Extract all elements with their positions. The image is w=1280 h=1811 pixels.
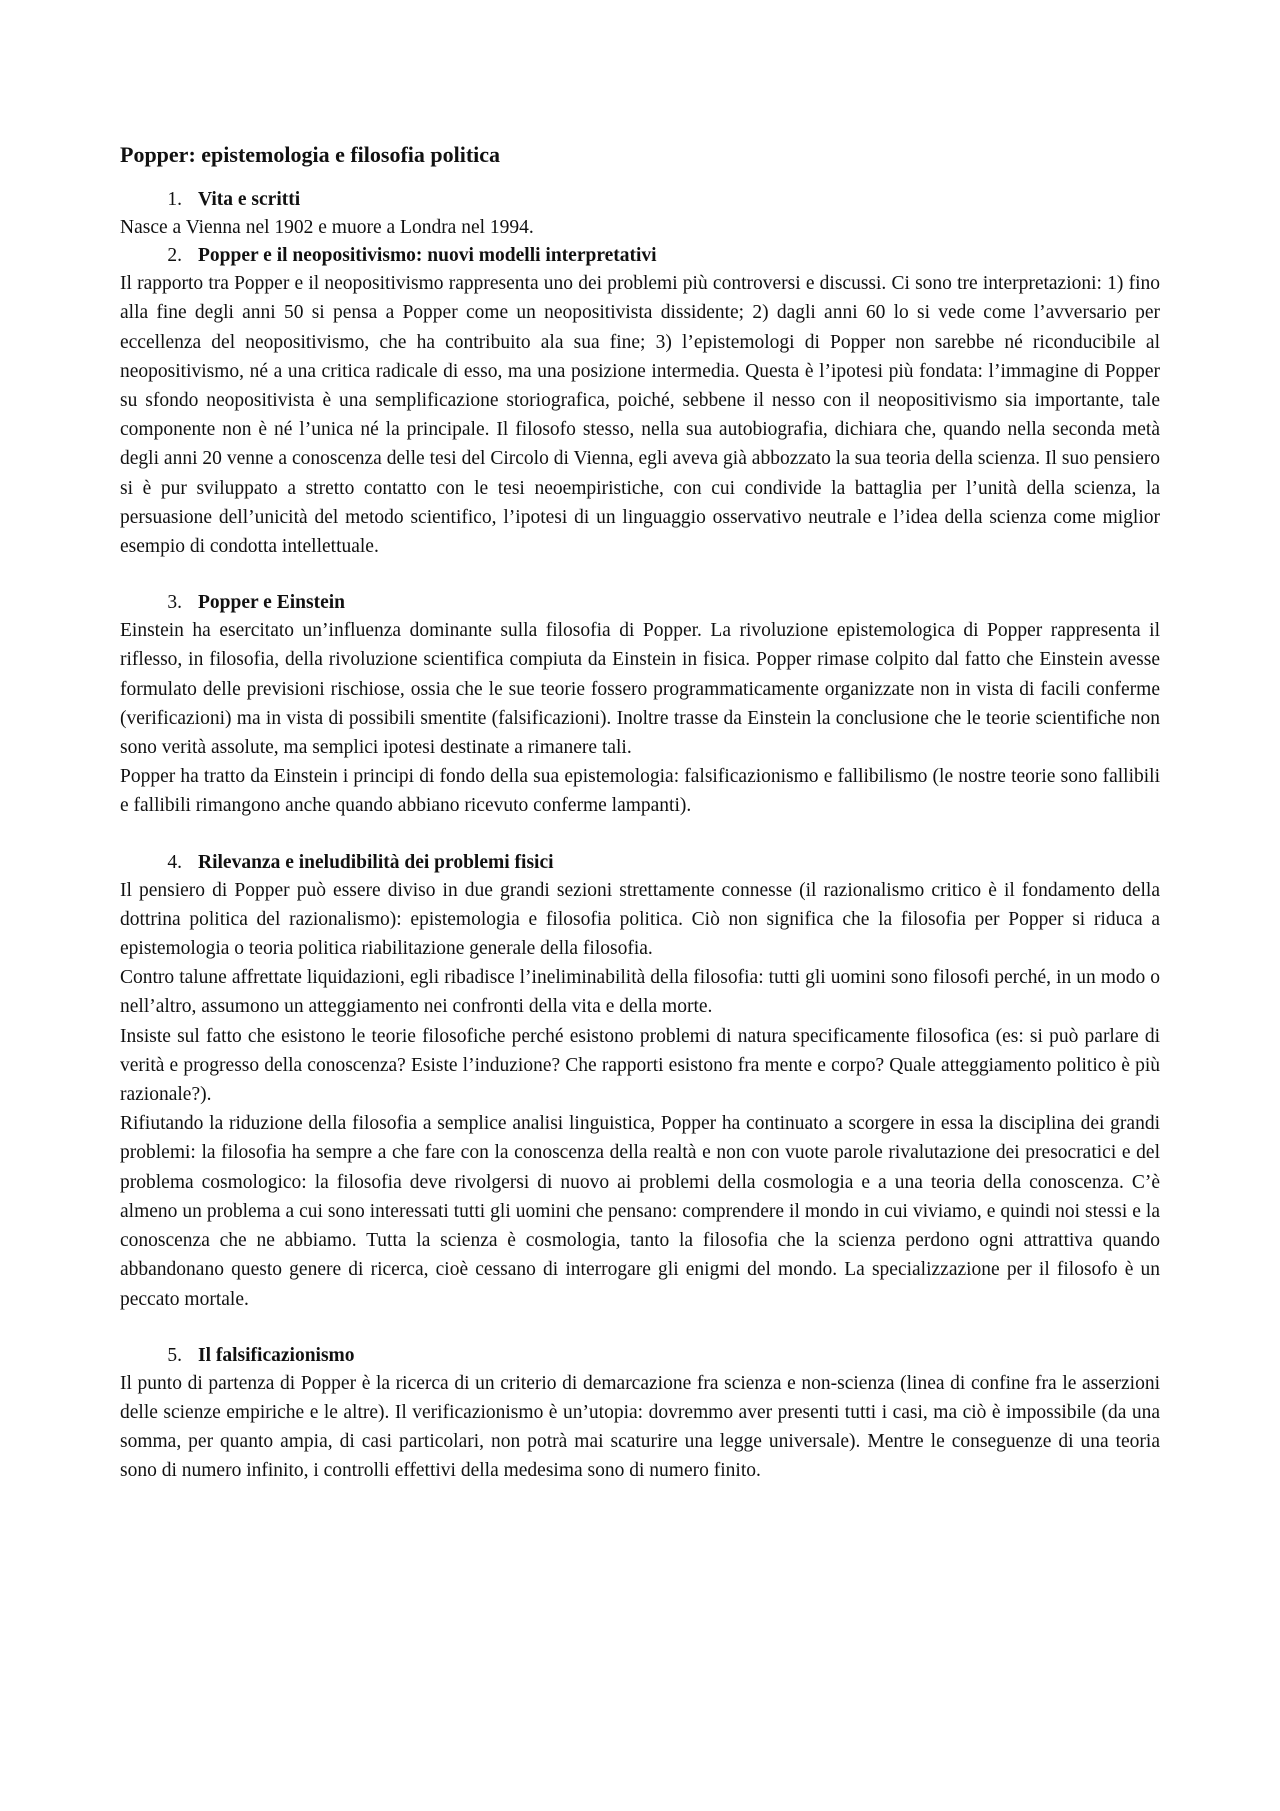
paragraph: Nasce a Vienna nel 1902 e muore a Londra nel 1994.: [120, 217, 534, 238]
section-title: Il falsificazionismo: [198, 1344, 355, 1366]
paragraph: Contro talune affrettate liquidazioni, egli ribadisce l’ineliminabilità della filosofia: tutti gli uomini sono filosofi perché, in un modo o nell’altro, assumono un atteggiamento nei confronti della vita e della morte.: [120, 967, 1160, 1018]
section-title: Rilevanza e ineludibilità dei problemi fisici: [198, 851, 554, 873]
section-number: 4.: [167, 851, 182, 873]
section-heading: [120, 186, 1160, 213]
spacer: [120, 1314, 1160, 1342]
section-heading: [120, 589, 1160, 616]
section-number: 3.: [167, 592, 182, 614]
section-heading: [120, 242, 1160, 269]
document-page: [120, 140, 1160, 1486]
paragraph: Rifiutando la riduzione della filosofia a semplice analisi linguistica, Popper ha continuato a scorgere in essa la disciplina dei grandi problemi: la filosofia ha sempre a che fare con la conoscenza della realtà e non con vuote parole rivalutazione dei presocratici e del problema cosmologico: la filosofia deve rivolgersi di nuovo ai problemi della cosmologia e a una teoria della conoscenza. C’è almeno un problema a cui sono interessati tutti gli uomini che pensano: comprendere il mondo in cui viviamo, e quindi noi stessi e la conoscenza che ne abbiamo. Tutta la scienza è cosmologia, tanto la filosofia che la scienza perdono ogni attrattiva quando abbandonano questo genere di ricerca, cioè cessano di interrogare gli enigmi del mondo. La specializzazione per il filosofo è un peccato mortale.: [120, 1113, 1160, 1310]
paragraph: Il pensiero di Popper può essere diviso in due grandi sezioni strettamente connesse (il razionalismo critico è il fondamento della dottrina politica del razionalismo): epistemologia e filosofia politica. Ciò non significa che la filosofia per Popper si riduca a epistemologia o teoria politica riabilitazione generale della filosofia.: [120, 879, 1160, 960]
spacer: [120, 561, 1160, 589]
section-number: 1.: [167, 189, 182, 210]
section-heading: [120, 1342, 1160, 1369]
section-number: 5.: [167, 1344, 182, 1366]
section-title: Popper e Einstein: [198, 592, 345, 614]
paragraph: Einstein ha esercitato un’influenza dominante sulla filosofia di Popper. La rivoluzione epistemologica di Popper rappresenta il riflesso, in filosofia, della rivoluzione scientifica compiuta da Einstein in fisica. Popper rimase colpito dal fatto che Einstein avesse formulato delle previsioni rischiose, ossia che le sue teorie fossero programmaticamente organizzate non in vista di facili conferme (verificazioni) ma in vista di possibili smentite (falsificazioni). Inoltre trasse da Einstein la conclusione che le teorie scientifiche non sono verità assolute, ma semplici ipotesi destinate a rimanere tali.: [120, 620, 1160, 759]
section-falsificazionismo: [120, 1342, 1160, 1486]
section-rilevanza-problemi: [120, 849, 1160, 1314]
paragraph: Il rapporto tra Popper e il neopositivismo rappresenta uno dei problemi più controversi e discussi. Ci sono tre interpretazioni: 1) fino alla fine degli anni 50 si pensa a Popper come un neopositivista dissidente; 2) dagli anni 60 lo si vede come l’avversario per eccellenza del neopositivismo, che ha contribuito ala sua fine; 3) l’epistemologi di Popper non sarebbe né riconducibile al neopositivismo, né a una critica radicale di esso, ma una posizione intermedia. Questa è l’ipotesi più fondata: l’immagine di Popper su sfondo neopositivista è una semplificazione storiografica, poiché, sebbene il nesso con il neopositivismo sia importante, tale componente non è né l’unica né la principale. Il filosofo stesso, nella sua autobiografia, dichiara che, quando nella seconda metà degli anni 20 venne a conoscenza delle tesi del Circolo di Vienna, egli aveva già abbozzato la sua teoria della scienza. Il suo pensiero si è pur sviluppato a stretto contatto con le tesi neoempiristiche, con cui condivide la battaglia per l’unità della scienza, la persuasione dell’unicità del metodo scientifico, l’ipotesi di un linguaggio osservativo neutrale e l’idea della scienza come miglior esempio di condotta intellettuale.: [120, 273, 1160, 558]
section-title: Vita e scritti: [198, 189, 301, 210]
section-number: 2.: [167, 245, 182, 267]
section-title: Popper e il neopositivismo: nuovi modelli interpretativi: [198, 245, 657, 267]
section-heading: [120, 849, 1160, 876]
spacer: [120, 821, 1160, 849]
section-popper-e-einstein: [120, 589, 1160, 820]
section-vita-e-scritti: [120, 186, 1160, 242]
paragraph: Il punto di partenza di Popper è la ricerca di un criterio di demarcazione fra scienza e non-scienza (linea di confine fra le asserzioni delle scienze empiriche e le altre). Il verificazionismo è un’utopia: dovremmo aver presenti tutti i casi, ma ciò è impossibile (da una somma, per quanto ampia, di casi particolari, non potrà mai scaturire una legge universale). Mentre le conseguenze di una teoria sono di numero infinito, i controlli effettivi della medesima sono di numero finito.: [120, 1372, 1160, 1482]
paragraph: Popper ha tratto da Einstein i principi di fondo della sua epistemologia: falsificazionismo e fallibilismo (le nostre teorie sono fallibili e fallibili rimangono anche quando abbiano ricevuto conferme lampanti).: [120, 766, 1160, 817]
section-popper-e-neopositivismo: [120, 242, 1160, 561]
paragraph: Insiste sul fatto che esistono le teorie filosofiche perché esistono problemi di natura specificamente filosofica (es: si può parlare di verità e progresso della conoscenza? Esiste l’induzione? Che rapporti esistono fra mente e corpo? Quale atteggiamento politico è più razionale?).: [120, 1025, 1160, 1106]
document-title: Popper: epistemologia e filosofia politica: [120, 142, 501, 167]
